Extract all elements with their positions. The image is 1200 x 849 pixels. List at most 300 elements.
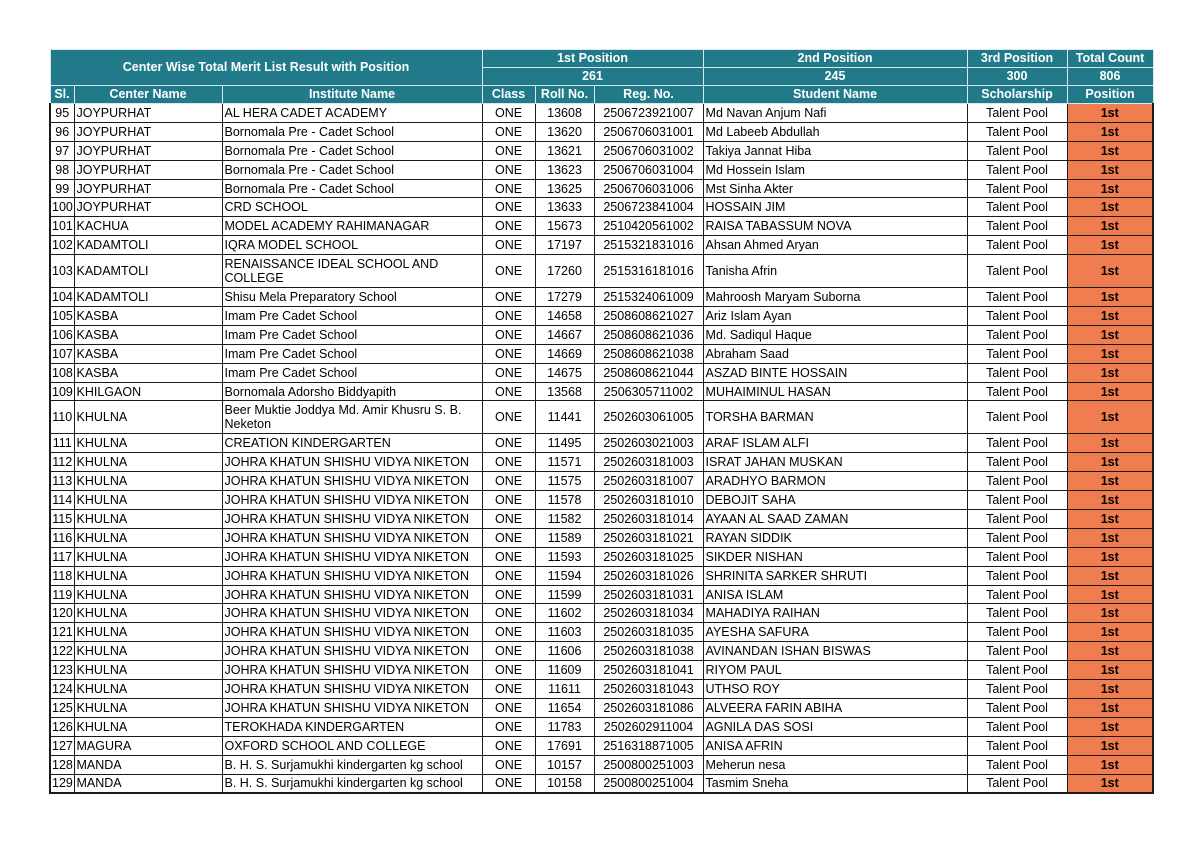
sheet-title: Center Wise Total Merit List Result with Position (50, 50, 482, 86)
class-cell: ONE (482, 585, 535, 604)
class-cell: ONE (482, 566, 535, 585)
class-cell: ONE (482, 491, 535, 510)
institute-name-cell: JOHRA KHATUN SHISHU VIDYA NIKETON (222, 453, 482, 472)
class-cell: ONE (482, 547, 535, 566)
registration-number-cell: 2502603181025 (594, 547, 703, 566)
registration-number-cell: 2506305711002 (594, 382, 703, 401)
position-badge: 1st (1067, 325, 1153, 344)
registration-number-cell: 2500800251003 (594, 755, 703, 774)
table-row (50, 198, 1153, 217)
sl-cell: 105 (50, 307, 74, 326)
institute-name-cell: MODEL ACADEMY RAHIMANAGAR (222, 217, 482, 236)
center-name-cell: MANDA (74, 774, 222, 793)
table-row (50, 160, 1153, 179)
table-row (50, 236, 1153, 255)
position-badge: 1st (1067, 217, 1153, 236)
institute-name-cell: IQRA MODEL SCHOOL (222, 236, 482, 255)
group-count-3rd-position: 300 (967, 68, 1067, 86)
institute-name-cell: JOHRA KHATUN SHISHU VIDYA NIKETON (222, 547, 482, 566)
registration-number-cell: 2508608621044 (594, 363, 703, 382)
class-cell: ONE (482, 288, 535, 307)
class-cell: ONE (482, 307, 535, 326)
roll-number-cell: 14658 (535, 307, 594, 326)
class-cell: ONE (482, 104, 535, 123)
table-row (50, 472, 1153, 491)
registration-number-cell: 2502603181010 (594, 491, 703, 510)
roll-number-cell: 11602 (535, 604, 594, 623)
position-badge: 1st (1067, 363, 1153, 382)
class-cell: ONE (482, 344, 535, 363)
student-name-cell: Mst Sinha Akter (703, 179, 967, 198)
roll-number-cell: 11599 (535, 585, 594, 604)
student-name-cell: ASZAD BINTE HOSSAIN (703, 363, 967, 382)
scholarship-cell: Talent Pool (967, 547, 1067, 566)
center-name-cell: KHULNA (74, 717, 222, 736)
center-name-cell: KHULNA (74, 472, 222, 491)
merit-list-table (49, 49, 1154, 794)
roll-number-cell: 13625 (535, 179, 594, 198)
class-cell: ONE (482, 604, 535, 623)
class-cell: ONE (482, 774, 535, 793)
scholarship-cell: Talent Pool (967, 160, 1067, 179)
student-name-cell: Ariz Islam Ayan (703, 307, 967, 326)
position-badge: 1st (1067, 566, 1153, 585)
class-cell: ONE (482, 528, 535, 547)
student-name-cell: Md. Sadiqul Haque (703, 325, 967, 344)
institute-name-cell: Bornomala Pre - Cadet School (222, 141, 482, 160)
class-cell: ONE (482, 736, 535, 755)
table-row (50, 585, 1153, 604)
roll-number-cell: 17197 (535, 236, 594, 255)
center-name-cell: KHULNA (74, 680, 222, 699)
sl-cell: 97 (50, 141, 74, 160)
student-name-cell: SHRINITA SARKER SHRUTI (703, 566, 967, 585)
position-badge: 1st (1067, 585, 1153, 604)
table-row (50, 491, 1153, 510)
center-name-cell: KADAMTOLI (74, 255, 222, 288)
scholarship-cell: Talent Pool (967, 434, 1067, 453)
student-name-cell: Takiya Jannat Hiba (703, 141, 967, 160)
center-name-cell: KHULNA (74, 566, 222, 585)
registration-number-cell: 2502603181035 (594, 623, 703, 642)
center-name-cell: KHULNA (74, 510, 222, 529)
roll-number-cell: 14675 (535, 363, 594, 382)
registration-number-cell: 2502603181086 (594, 698, 703, 717)
position-badge: 1st (1067, 472, 1153, 491)
table-body (50, 104, 1153, 794)
column-header-center: Center Name (74, 86, 222, 104)
institute-name-cell: RENAISSANCE IDEAL SCHOOL AND COLLEGE (222, 255, 482, 288)
scholarship-cell: Talent Pool (967, 528, 1067, 547)
center-name-cell: KADAMTOLI (74, 288, 222, 307)
position-badge: 1st (1067, 453, 1153, 472)
roll-number-cell: 11593 (535, 547, 594, 566)
column-header-sl: Sl. (50, 86, 74, 104)
roll-number-cell: 11571 (535, 453, 594, 472)
position-badge: 1st (1067, 717, 1153, 736)
position-badge: 1st (1067, 623, 1153, 642)
student-name-cell: UTHSO ROY (703, 680, 967, 699)
registration-number-cell: 2508608621038 (594, 344, 703, 363)
scholarship-cell: Talent Pool (967, 363, 1067, 382)
center-name-cell: MANDA (74, 755, 222, 774)
table-row (50, 141, 1153, 160)
center-name-cell: KACHUA (74, 217, 222, 236)
position-badge: 1st (1067, 104, 1153, 123)
institute-name-cell: JOHRA KHATUN SHISHU VIDYA NIKETON (222, 623, 482, 642)
sl-cell: 125 (50, 698, 74, 717)
scholarship-cell: Talent Pool (967, 642, 1067, 661)
table-row (50, 434, 1153, 453)
table-row (50, 307, 1153, 326)
institute-name-cell: Bornomala Pre - Cadet School (222, 160, 482, 179)
class-cell: ONE (482, 472, 535, 491)
position-badge: 1st (1067, 642, 1153, 661)
institute-name-cell: Bornomala Pre - Cadet School (222, 122, 482, 141)
registration-number-cell: 2506706031004 (594, 160, 703, 179)
class-cell: ONE (482, 179, 535, 198)
roll-number-cell: 11611 (535, 680, 594, 699)
position-badge: 1st (1067, 604, 1153, 623)
sl-cell: 99 (50, 179, 74, 198)
institute-name-cell: JOHRA KHATUN SHISHU VIDYA NIKETON (222, 510, 482, 529)
registration-number-cell: 2502603181038 (594, 642, 703, 661)
student-name-cell: ALVEERA FARIN ABIHA (703, 698, 967, 717)
institute-name-cell: Imam Pre Cadet School (222, 325, 482, 344)
student-name-cell: TORSHA BARMAN (703, 401, 967, 434)
scholarship-cell: Talent Pool (967, 122, 1067, 141)
institute-name-cell: JOHRA KHATUN SHISHU VIDYA NIKETON (222, 698, 482, 717)
position-badge: 1st (1067, 547, 1153, 566)
scholarship-cell: Talent Pool (967, 382, 1067, 401)
scholarship-cell: Talent Pool (967, 104, 1067, 123)
sl-cell: 95 (50, 104, 74, 123)
student-name-cell: Meherun nesa (703, 755, 967, 774)
student-name-cell: HOSSAIN JIM (703, 198, 967, 217)
position-badge: 1st (1067, 510, 1153, 529)
table-row (50, 401, 1153, 434)
position-badge: 1st (1067, 179, 1153, 198)
institute-name-cell: Bornomala Adorsho Biddyapith (222, 382, 482, 401)
sl-cell: 104 (50, 288, 74, 307)
student-name-cell: MAHADIYA RAIHAN (703, 604, 967, 623)
position-badge: 1st (1067, 528, 1153, 547)
institute-name-cell: JOHRA KHATUN SHISHU VIDYA NIKETON (222, 491, 482, 510)
registration-number-cell: 2515316181016 (594, 255, 703, 288)
registration-number-cell: 2502603181007 (594, 472, 703, 491)
scholarship-cell: Talent Pool (967, 585, 1067, 604)
scholarship-cell: Talent Pool (967, 755, 1067, 774)
group-label-2nd-position: 2nd Position (703, 50, 967, 68)
center-name-cell: KHILGAON (74, 382, 222, 401)
roll-number-cell: 11589 (535, 528, 594, 547)
center-name-cell: KHULNA (74, 661, 222, 680)
roll-number-cell: 11654 (535, 698, 594, 717)
class-cell: ONE (482, 401, 535, 434)
table-row (50, 642, 1153, 661)
group-count-2nd-position: 245 (703, 68, 967, 86)
registration-number-cell: 2506706031001 (594, 122, 703, 141)
table-row (50, 179, 1153, 198)
institute-name-cell: JOHRA KHATUN SHISHU VIDYA NIKETON (222, 604, 482, 623)
student-name-cell: AYAAN AL SAAD ZAMAN (703, 510, 967, 529)
student-name-cell: ARAF ISLAM ALFI (703, 434, 967, 453)
center-name-cell: JOYPURHAT (74, 160, 222, 179)
class-cell: ONE (482, 434, 535, 453)
student-name-cell: MUHAIMINUL HASAN (703, 382, 967, 401)
sl-cell: 118 (50, 566, 74, 585)
institute-name-cell: AL HERA CADET ACADEMY (222, 104, 482, 123)
group-label-1st-position: 1st Position (482, 50, 703, 68)
student-name-cell: Mahroosh Maryam Suborna (703, 288, 967, 307)
group-count-1st-position: 261 (482, 68, 703, 86)
registration-number-cell: 2502603021003 (594, 434, 703, 453)
roll-number-cell: 15673 (535, 217, 594, 236)
roll-number-cell: 11594 (535, 566, 594, 585)
sl-cell: 119 (50, 585, 74, 604)
registration-number-cell: 2502603181021 (594, 528, 703, 547)
center-name-cell: KHULNA (74, 547, 222, 566)
center-name-cell: KADAMTOLI (74, 236, 222, 255)
class-cell: ONE (482, 382, 535, 401)
class-cell: ONE (482, 698, 535, 717)
scholarship-cell: Talent Pool (967, 141, 1067, 160)
student-name-cell: RAYAN SIDDIK (703, 528, 967, 547)
table-row (50, 510, 1153, 529)
position-badge: 1st (1067, 198, 1153, 217)
center-name-cell: KASBA (74, 307, 222, 326)
scholarship-cell: Talent Pool (967, 623, 1067, 642)
institute-name-cell: JOHRA KHATUN SHISHU VIDYA NIKETON (222, 472, 482, 491)
scholarship-cell: Talent Pool (967, 288, 1067, 307)
center-name-cell: KASBA (74, 344, 222, 363)
registration-number-cell: 2515321831016 (594, 236, 703, 255)
position-badge: 1st (1067, 661, 1153, 680)
position-badge: 1st (1067, 122, 1153, 141)
class-cell: ONE (482, 236, 535, 255)
scholarship-cell: Talent Pool (967, 698, 1067, 717)
sl-cell: 120 (50, 604, 74, 623)
column-header-roll: Roll No. (535, 86, 594, 104)
roll-number-cell: 13633 (535, 198, 594, 217)
position-badge: 1st (1067, 698, 1153, 717)
student-name-cell: ISRAT JAHAN MUSKAN (703, 453, 967, 472)
sl-cell: 100 (50, 198, 74, 217)
roll-number-cell: 11578 (535, 491, 594, 510)
registration-number-cell: 2506706031002 (594, 141, 703, 160)
student-name-cell: ANISA ISLAM (703, 585, 967, 604)
roll-number-cell: 13608 (535, 104, 594, 123)
registration-number-cell: 2506723921007 (594, 104, 703, 123)
position-badge: 1st (1067, 382, 1153, 401)
roll-number-cell: 17279 (535, 288, 594, 307)
position-badge: 1st (1067, 160, 1153, 179)
scholarship-cell: Talent Pool (967, 680, 1067, 699)
table-row (50, 453, 1153, 472)
registration-number-cell: 2502603181034 (594, 604, 703, 623)
center-name-cell: KHULNA (74, 528, 222, 547)
registration-number-cell: 2510420561002 (594, 217, 703, 236)
registration-number-cell: 2502603181026 (594, 566, 703, 585)
sl-cell: 102 (50, 236, 74, 255)
institute-name-cell: JOHRA KHATUN SHISHU VIDYA NIKETON (222, 642, 482, 661)
registration-number-cell: 2508608621027 (594, 307, 703, 326)
center-name-cell: KASBA (74, 325, 222, 344)
institute-name-cell: OXFORD SCHOOL AND COLLEGE (222, 736, 482, 755)
center-name-cell: JOYPURHAT (74, 122, 222, 141)
position-badge: 1st (1067, 774, 1153, 793)
student-name-cell: Md Navan Anjum Nafi (703, 104, 967, 123)
position-badge: 1st (1067, 680, 1153, 699)
class-cell: ONE (482, 363, 535, 382)
sl-cell: 128 (50, 755, 74, 774)
roll-number-cell: 11606 (535, 642, 594, 661)
registration-number-cell: 2508608621036 (594, 325, 703, 344)
roll-number-cell: 14669 (535, 344, 594, 363)
sl-cell: 96 (50, 122, 74, 141)
roll-number-cell: 17691 (535, 736, 594, 755)
sl-cell: 123 (50, 661, 74, 680)
student-name-cell: Ahsan Ahmed Aryan (703, 236, 967, 255)
table-header (50, 50, 1153, 104)
center-name-cell: KHULNA (74, 623, 222, 642)
table-row (50, 717, 1153, 736)
roll-number-cell: 17260 (535, 255, 594, 288)
scholarship-cell: Talent Pool (967, 604, 1067, 623)
center-name-cell: JOYPURHAT (74, 104, 222, 123)
roll-number-cell: 10157 (535, 755, 594, 774)
sl-cell: 112 (50, 453, 74, 472)
position-badge: 1st (1067, 288, 1153, 307)
roll-number-cell: 11609 (535, 661, 594, 680)
merit-list-sheet (49, 49, 1152, 794)
roll-number-cell: 13623 (535, 160, 594, 179)
table-row (50, 680, 1153, 699)
position-badge: 1st (1067, 434, 1153, 453)
sl-cell: 101 (50, 217, 74, 236)
registration-number-cell: 2502603181003 (594, 453, 703, 472)
registration-number-cell: 2502603061005 (594, 401, 703, 434)
position-badge: 1st (1067, 236, 1153, 255)
institute-name-cell: B. H. S. Surjamukhi kindergarten kg school (222, 774, 482, 793)
class-cell: ONE (482, 755, 535, 774)
roll-number-cell: 13620 (535, 122, 594, 141)
column-header-reg: Reg. No. (594, 86, 703, 104)
roll-number-cell: 11603 (535, 623, 594, 642)
roll-number-cell: 11582 (535, 510, 594, 529)
institute-name-cell: JOHRA KHATUN SHISHU VIDYA NIKETON (222, 661, 482, 680)
scholarship-cell: Talent Pool (967, 736, 1067, 755)
student-name-cell: DEBOJIT SAHA (703, 491, 967, 510)
center-name-cell: JOYPURHAT (74, 141, 222, 160)
sl-cell: 98 (50, 160, 74, 179)
table-row (50, 344, 1153, 363)
roll-number-cell: 11783 (535, 717, 594, 736)
registration-number-cell: 2515324061009 (594, 288, 703, 307)
class-cell: ONE (482, 623, 535, 642)
position-badge: 1st (1067, 255, 1153, 288)
table-row (50, 547, 1153, 566)
scholarship-cell: Talent Pool (967, 236, 1067, 255)
table-row (50, 288, 1153, 307)
student-name-cell: RIYOM PAUL (703, 661, 967, 680)
table-row (50, 325, 1153, 344)
sl-cell: 122 (50, 642, 74, 661)
column-header-student: Student Name (703, 86, 967, 104)
registration-number-cell: 2516318871005 (594, 736, 703, 755)
table-row (50, 255, 1153, 288)
registration-number-cell: 2502603181043 (594, 680, 703, 699)
class-cell: ONE (482, 198, 535, 217)
scholarship-cell: Talent Pool (967, 344, 1067, 363)
position-badge: 1st (1067, 755, 1153, 774)
position-badge: 1st (1067, 141, 1153, 160)
column-header-position: Position (1067, 86, 1153, 104)
class-cell: ONE (482, 325, 535, 344)
sl-cell: 114 (50, 491, 74, 510)
scholarship-cell: Talent Pool (967, 325, 1067, 344)
scholarship-cell: Talent Pool (967, 217, 1067, 236)
column-header-class: Class (482, 86, 535, 104)
scholarship-cell: Talent Pool (967, 491, 1067, 510)
center-name-cell: KHULNA (74, 434, 222, 453)
institute-name-cell: JOHRA KHATUN SHISHU VIDYA NIKETON (222, 585, 482, 604)
center-name-cell: KHULNA (74, 491, 222, 510)
table-row (50, 217, 1153, 236)
class-cell: ONE (482, 255, 535, 288)
roll-number-cell: 13621 (535, 141, 594, 160)
institute-name-cell: CRD SCHOOL (222, 198, 482, 217)
sl-cell: 110 (50, 401, 74, 434)
sl-cell: 124 (50, 680, 74, 699)
sl-cell: 129 (50, 774, 74, 793)
class-cell: ONE (482, 510, 535, 529)
sl-cell: 109 (50, 382, 74, 401)
registration-number-cell: 2500800251004 (594, 774, 703, 793)
group-count-total: 806 (1067, 68, 1153, 86)
roll-number-cell: 13568 (535, 382, 594, 401)
roll-number-cell: 10158 (535, 774, 594, 793)
sl-cell: 116 (50, 528, 74, 547)
student-name-cell: AVINANDAN ISHAN BISWAS (703, 642, 967, 661)
class-cell: ONE (482, 122, 535, 141)
class-cell: ONE (482, 141, 535, 160)
sl-cell: 121 (50, 623, 74, 642)
group-label-total-count: Total Count (1067, 50, 1153, 68)
scholarship-cell: Talent Pool (967, 510, 1067, 529)
student-name-cell: RAISA TABASSUM NOVA (703, 217, 967, 236)
institute-name-cell: Imam Pre Cadet School (222, 344, 482, 363)
roll-number-cell: 11495 (535, 434, 594, 453)
center-name-cell: KASBA (74, 363, 222, 382)
table-row (50, 528, 1153, 547)
registration-number-cell: 2506723841004 (594, 198, 703, 217)
roll-number-cell: 11575 (535, 472, 594, 491)
sl-cell: 111 (50, 434, 74, 453)
table-row (50, 122, 1153, 141)
institute-name-cell: JOHRA KHATUN SHISHU VIDYA NIKETON (222, 566, 482, 585)
scholarship-cell: Talent Pool (967, 255, 1067, 288)
sl-cell: 106 (50, 325, 74, 344)
table-row (50, 661, 1153, 680)
scholarship-cell: Talent Pool (967, 774, 1067, 793)
class-cell: ONE (482, 453, 535, 472)
student-name-cell: Abraham Saad (703, 344, 967, 363)
group-label-3rd-position: 3rd Position (967, 50, 1067, 68)
registration-number-cell: 2506706031006 (594, 179, 703, 198)
position-badge: 1st (1067, 401, 1153, 434)
class-cell: ONE (482, 642, 535, 661)
